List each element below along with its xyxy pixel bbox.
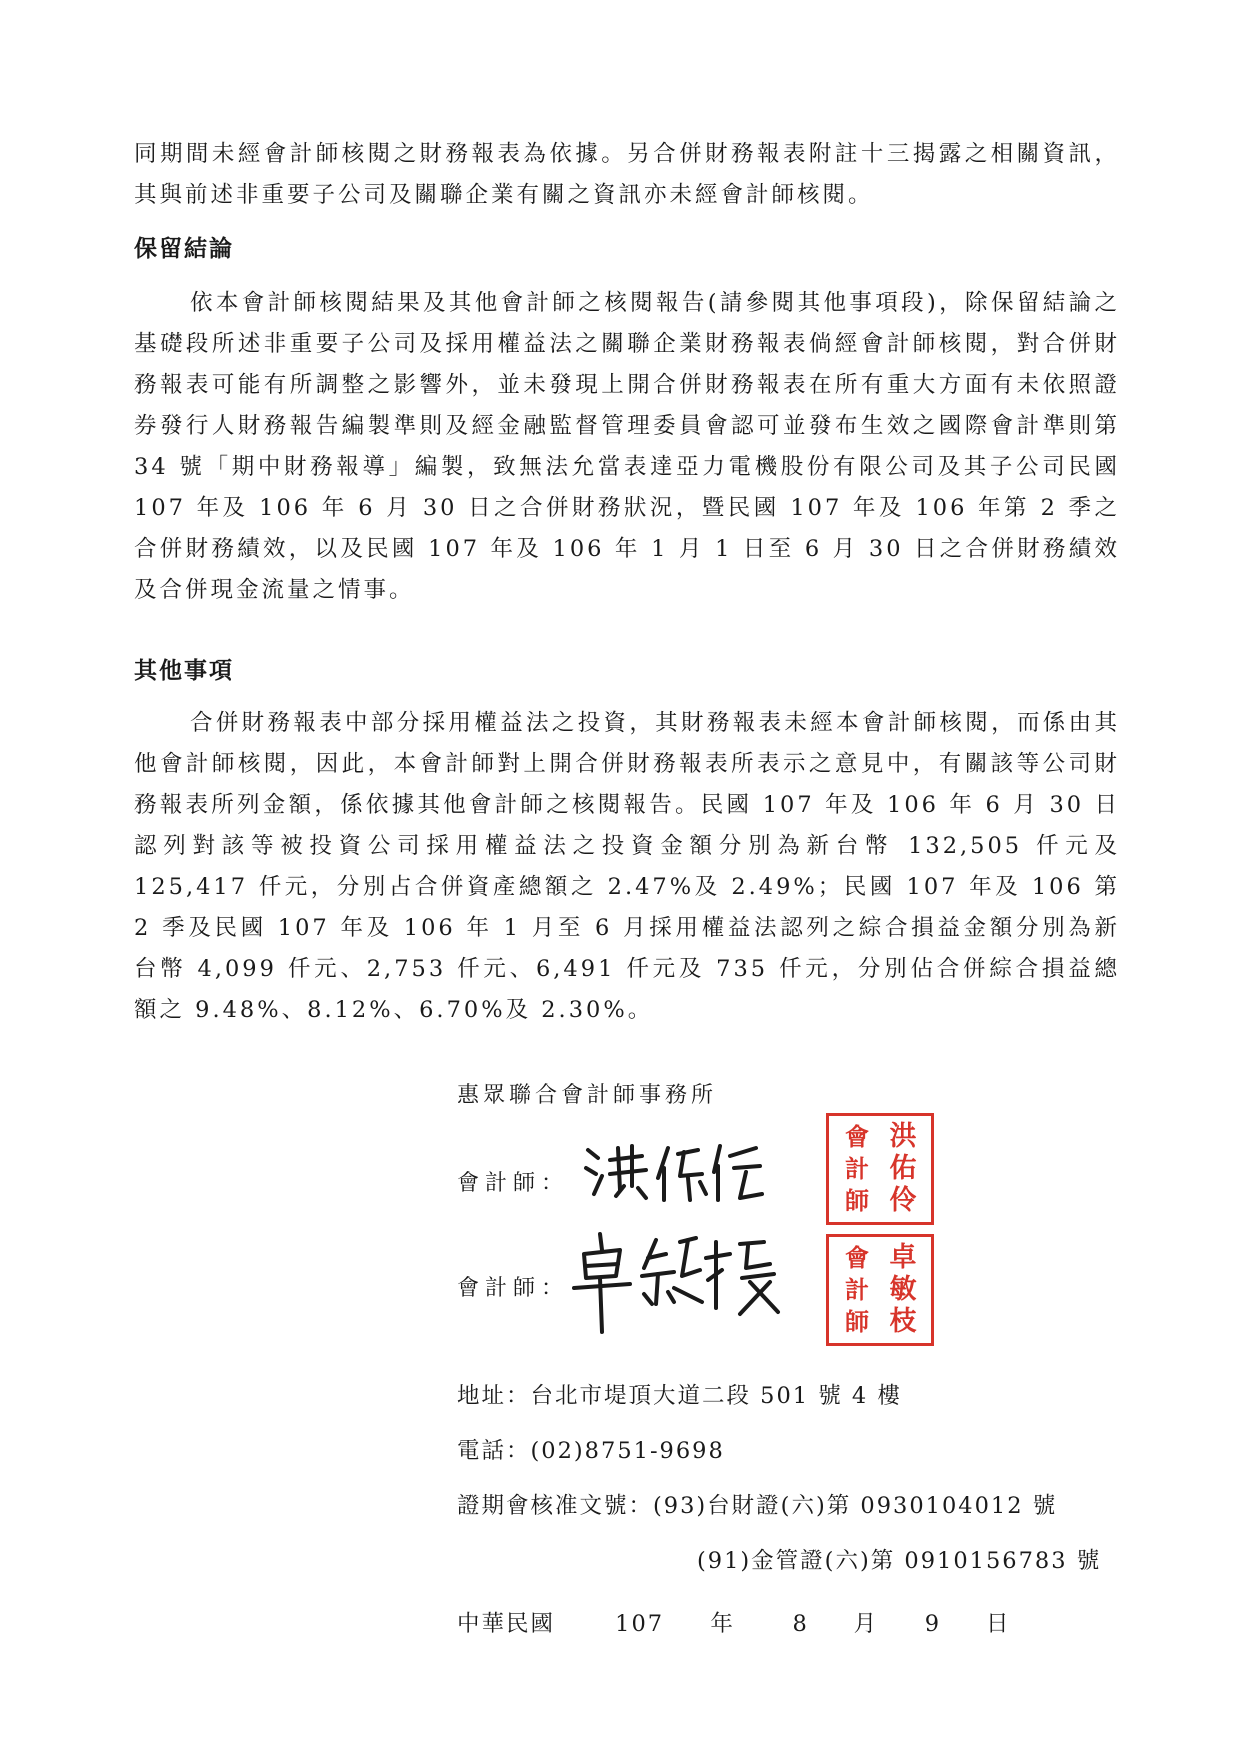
date-year: 107	[615, 1611, 665, 1637]
signature-zhuo	[570, 1228, 790, 1338]
seal-zhuo	[826, 1234, 934, 1346]
seal-zhuo-left: 會 計 師	[845, 1244, 869, 1336]
signature-hong	[580, 1138, 770, 1208]
cpa-label-2: 會計師：	[457, 1276, 570, 1301]
report-date	[457, 1606, 1010, 1638]
approval-number-1: 證期會核准文號：(93)台財證(六)第 0930104012 號	[457, 1493, 1058, 1519]
firm-name: 惠眾聯合會計師事務所	[457, 1083, 718, 1108]
seal-hong-right: 洪 佑 伶	[889, 1121, 917, 1216]
date-month: 8	[792, 1611, 809, 1637]
seal-hong-left: 會 計 師	[845, 1123, 869, 1215]
paragraph-continuation: 同期間未經會計師核閱之財務報表為依據。另合併財務報表附註十三揭露之相關資訊，其與前述非重要子公司及關聯企業有關之資訊亦未經會計師核閱。	[134, 141, 1120, 208]
firm-phone: 電話：(02)8751-9698	[457, 1438, 725, 1464]
seal-hong	[826, 1113, 934, 1225]
approval-number-2: (91)金管證(六)第 0910156783 號	[697, 1548, 1102, 1574]
cpa-label-1: 會計師：	[457, 1171, 570, 1196]
paragraph-qualified-conclusion: 依本會計師核閱結果及其他會計師之核閱報告(請參閱其他事項段)，除保留結論之基礎段所述非重要子公司及採用權益法之關聯企業財務報表倘經會計師核閱，對合併財務報表可能有所調整之影響外，並未發現上開合併財務報表在所有重大方面有未依照證券發行人財務報告編製準則及經金融監督管理委員會認可並發布生效之國際會計準則第 34 號「期中財務報導」編製，致無法允當表達亞力電機股份有限公司及其子公司民國 107 年及 106 年 6 月 30 日之合併財務狀況，暨民國 107 年及 106 年第 2 季之合併財務績效，以及民國 107 年及 106 年 1 月 1 日至 6 月 30 日之合併財務績效及合併現金流量之情事。	[134, 290, 1120, 603]
date-era: 中華民國	[457, 1611, 556, 1637]
date-month-unit: 月	[853, 1611, 879, 1637]
date-day: 9	[924, 1611, 942, 1637]
paragraph-other-matters: 合併財務報表中部分採用權益法之投資，其財務報表未經本會計師核閱，而係由其他會計師核閱，因此，本會計師對上開合併財務報表所表示之意見中，有關該等公司財務報表所列金額，係依據其他會計師之核閱報告。民國 107 年及 106 年 6 月 30 日認列對該等被投資公司採用權益法之投資金額分別為新台幣 132,505 仟元及 125,417 仟元，分別占合併資產總額之 2.47%及 2.49%；民國 107 年及 106 第 2 季及民國 107 年及 106 年 1 月至 6 月採用權益法認列之綜合損益金額分別為新台幣 4,099 仟元、2,753 仟元、6,491 仟元及 735 仟元，分別佔合併綜合損益總額之 9.48%、8.12%、6.70%及 2.30%。	[134, 710, 1120, 1023]
heading-other-matters: 其他事項	[134, 658, 234, 684]
heading-qualified-conclusion: 保留結論	[134, 236, 234, 262]
date-year-unit: 年	[710, 1611, 735, 1637]
seal-zhuo-right: 卓 敏 枝	[889, 1242, 917, 1337]
firm-address: 地址：台北市堤頂大道二段 501 號 4 樓	[457, 1383, 902, 1409]
date-day-unit: 日	[985, 1611, 1011, 1637]
